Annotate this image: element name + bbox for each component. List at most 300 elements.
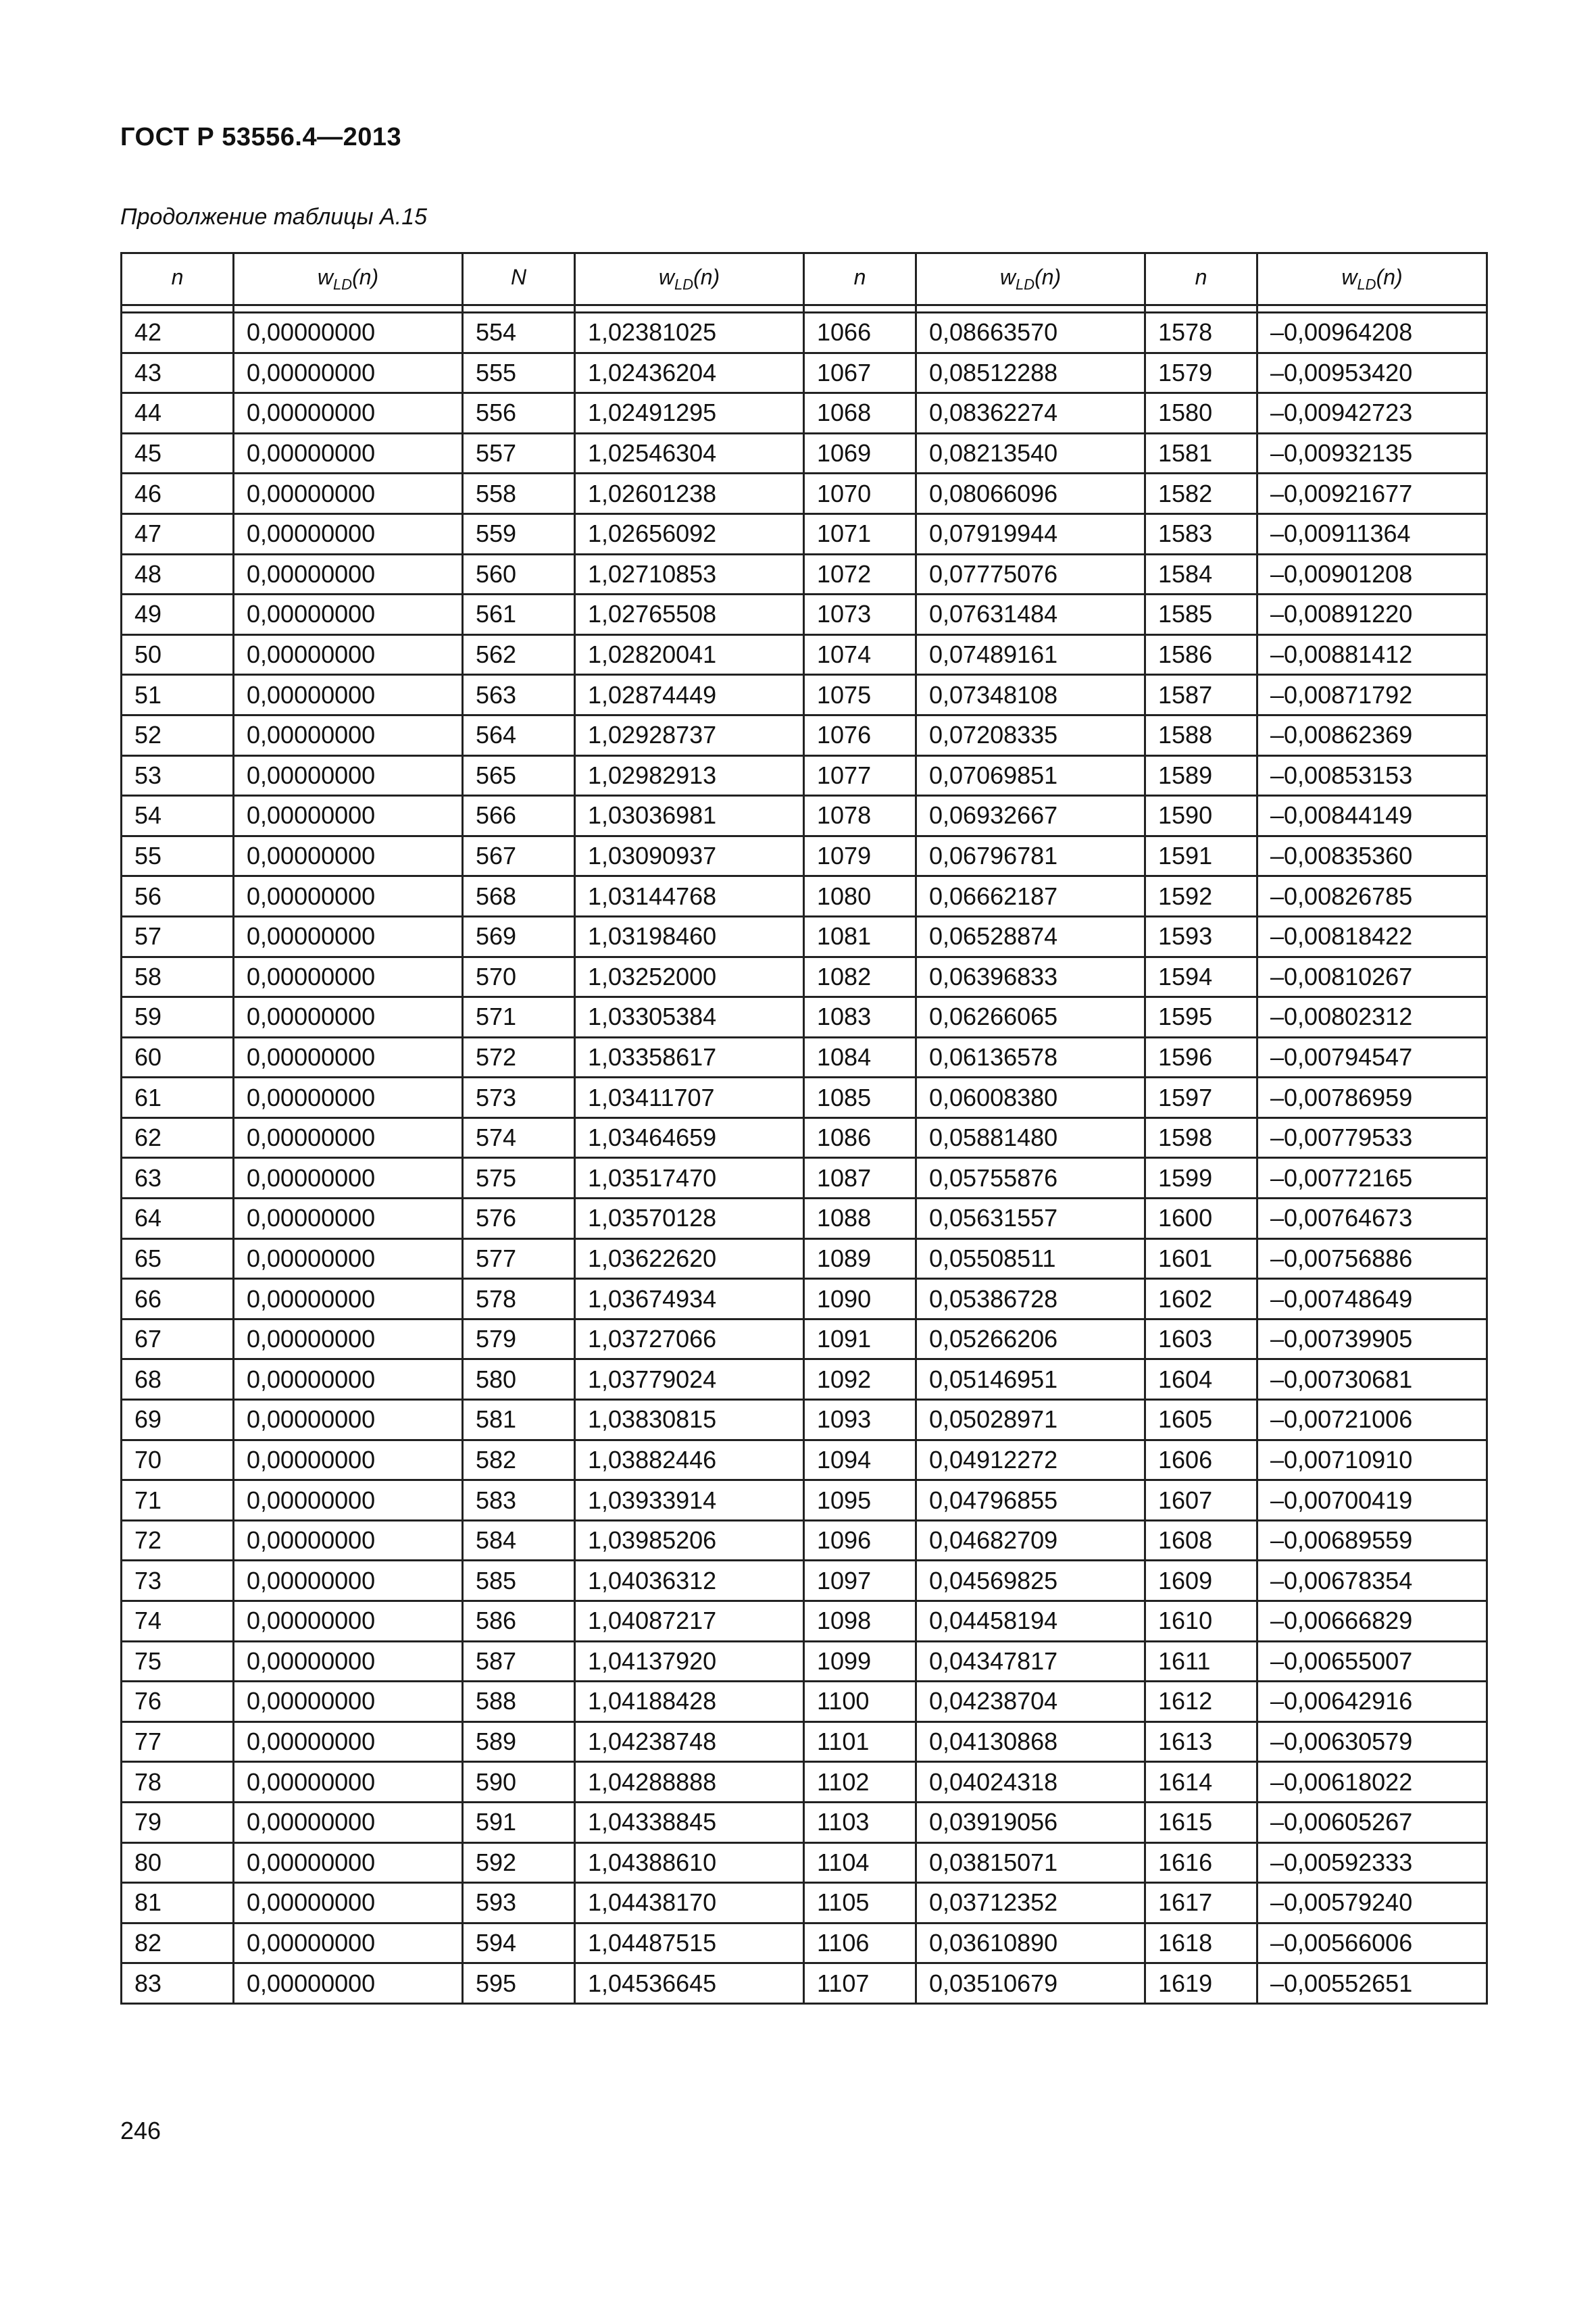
table-cell: 1078 [804, 796, 916, 836]
table-cell: 60 [122, 1037, 234, 1078]
table-cell: 67 [122, 1319, 234, 1359]
table-cell: 1607 [1145, 1480, 1257, 1521]
table-row [122, 1078, 1487, 1118]
table-cell: 0,06528874 [916, 916, 1145, 957]
table-cell: 0,06396833 [916, 957, 1145, 997]
table-cell: 1600 [1145, 1199, 1257, 1239]
table-cell: 565 [463, 755, 575, 796]
table-cell: 0,00000000 [234, 1078, 463, 1118]
table-cell: –0,00871792 [1257, 675, 1487, 715]
table-cell: 77 [122, 1721, 234, 1762]
table-cell: 66 [122, 1279, 234, 1319]
table-cell: 1611 [1145, 1641, 1257, 1682]
table-cell: 0,00000000 [234, 1641, 463, 1682]
table-cell: 590 [463, 1762, 575, 1803]
table-cell: 579 [463, 1319, 575, 1359]
table-row [122, 1319, 1487, 1359]
table-cell: 0,00000000 [234, 1963, 463, 2004]
table-cell: 1589 [1145, 755, 1257, 796]
table-cell: 1077 [804, 755, 916, 796]
table-cell: 0,05631557 [916, 1199, 1145, 1239]
table-cell: –0,00862369 [1257, 715, 1487, 755]
table-cell: –0,00655007 [1257, 1641, 1487, 1682]
table-cell: 63 [122, 1158, 234, 1199]
table-cell: 1,03727066 [575, 1319, 804, 1359]
table-cell: 564 [463, 715, 575, 755]
table-cell: 70 [122, 1440, 234, 1480]
table-cell: 0,00000000 [234, 675, 463, 715]
table-row [122, 1762, 1487, 1803]
table-row [122, 675, 1487, 715]
table-cell: 1,02436204 [575, 353, 804, 393]
table-cell: 0,03610890 [916, 1923, 1145, 1963]
table-cell: 1095 [804, 1480, 916, 1521]
table-cell: 42 [122, 313, 234, 353]
table-cell: 65 [122, 1238, 234, 1279]
table-cell: 555 [463, 353, 575, 393]
table-cell: 79 [122, 1802, 234, 1842]
table-cell: 1,03358617 [575, 1037, 804, 1078]
table-cell: –0,00579240 [1257, 1883, 1487, 1923]
table-cell: 0,04682709 [916, 1520, 1145, 1561]
separator-cell [916, 305, 1145, 313]
table-cell: 0,06008380 [916, 1078, 1145, 1118]
table-cell: 0,04458194 [916, 1601, 1145, 1642]
table-cell: 0,07489161 [916, 634, 1145, 675]
table-cell: 1606 [1145, 1440, 1257, 1480]
table-cell: 1590 [1145, 796, 1257, 836]
table-cell: 1,04087217 [575, 1601, 804, 1642]
table-cell: 560 [463, 554, 575, 595]
table-cell: 0,05881480 [916, 1117, 1145, 1158]
table-cell: –0,00689559 [1257, 1520, 1487, 1561]
table-cell: 567 [463, 836, 575, 876]
table-cell: 0,07775076 [916, 554, 1145, 595]
table-cell: 585 [463, 1561, 575, 1601]
table-cell: 1,04137920 [575, 1641, 804, 1682]
table-cell: 1616 [1145, 1842, 1257, 1883]
table-row [122, 313, 1487, 353]
table-cell: 1,02765508 [575, 595, 804, 635]
table-cell: 1,04438170 [575, 1883, 804, 1923]
table-cell: 0,05386728 [916, 1279, 1145, 1319]
table-cell: –0,00853153 [1257, 755, 1487, 796]
table-cell: 1,03411707 [575, 1078, 804, 1118]
table-cell: 0,06932667 [916, 796, 1145, 836]
table-cell: –0,00730681 [1257, 1359, 1487, 1400]
document-title: ГОСТ Р 53556.4—2013 [120, 123, 402, 151]
table-cell: 0,04912272 [916, 1440, 1145, 1480]
table-row [122, 1682, 1487, 1722]
table-cell: –0,00802312 [1257, 997, 1487, 1038]
column-header: $w_{LD}(n)$ [575, 253, 804, 305]
table-cell: 0,08066096 [916, 474, 1145, 514]
table-cell: 1,03985206 [575, 1520, 804, 1561]
table-cell: 0,03815071 [916, 1842, 1145, 1883]
table-cell: 57 [122, 916, 234, 957]
table-cell: 1619 [1145, 1963, 1257, 2004]
table-cell: 1615 [1145, 1802, 1257, 1842]
table-row [122, 433, 1487, 474]
table-cell: 1,02710853 [575, 554, 804, 595]
table-cell: 1067 [804, 353, 916, 393]
table-row [122, 997, 1487, 1038]
table-cell: 557 [463, 433, 575, 474]
table-cell: 47 [122, 513, 234, 554]
table-cell: 1609 [1145, 1561, 1257, 1601]
column-header: N [463, 253, 575, 305]
table-cell: 0,00000000 [234, 1883, 463, 1923]
table-cell: 0,00000000 [234, 1480, 463, 1521]
table-cell: 1,04338845 [575, 1802, 804, 1842]
table-cell: –0,00835360 [1257, 836, 1487, 876]
table-cell: 588 [463, 1682, 575, 1722]
table-cell: 0,00000000 [234, 1561, 463, 1601]
table-cell: 83 [122, 1963, 234, 2004]
table-cell: 59 [122, 997, 234, 1038]
table-cell: 559 [463, 513, 575, 554]
table-cell: 593 [463, 1883, 575, 1923]
table-cell: –0,00932135 [1257, 433, 1487, 474]
table-cell: –0,00779533 [1257, 1117, 1487, 1158]
table-cell: –0,00592333 [1257, 1842, 1487, 1883]
table-cell: 0,00000000 [234, 393, 463, 434]
table-cell: –0,00953420 [1257, 353, 1487, 393]
page-number: 246 [120, 2117, 161, 2144]
table-cell: 68 [122, 1359, 234, 1400]
table-row [122, 1199, 1487, 1239]
table-row [122, 1802, 1487, 1842]
table-cell: 573 [463, 1078, 575, 1118]
table-cell: 49 [122, 595, 234, 635]
table-cell: 0,00000000 [234, 1520, 463, 1561]
table-cell: 0,00000000 [234, 876, 463, 917]
table-row [122, 1842, 1487, 1883]
table-row [122, 1923, 1487, 1963]
table-cell: 563 [463, 675, 575, 715]
table-cell: 0,03510679 [916, 1963, 1145, 2004]
table-cell: 74 [122, 1601, 234, 1642]
table-cell: 1097 [804, 1561, 916, 1601]
table-cell: 0,04796855 [916, 1480, 1145, 1521]
table-cell: 0,00000000 [234, 433, 463, 474]
table-cell: 1605 [1145, 1400, 1257, 1440]
table-cell: 0,00000000 [234, 715, 463, 755]
table-cell: 1,04536645 [575, 1963, 804, 2004]
table-row [122, 1480, 1487, 1521]
table-cell: 1,04288888 [575, 1762, 804, 1803]
table-row [122, 1238, 1487, 1279]
table-cell: 556 [463, 393, 575, 434]
table-cell: 1096 [804, 1520, 916, 1561]
table-cell: –0,00710910 [1257, 1440, 1487, 1480]
table-cell: 0,00000000 [234, 634, 463, 675]
table-cell: 584 [463, 1520, 575, 1561]
table-header-row [122, 253, 1487, 305]
table-cell: 1092 [804, 1359, 916, 1400]
table-cell: 1596 [1145, 1037, 1257, 1078]
table-cell: 1610 [1145, 1601, 1257, 1642]
table-cell: –0,00891220 [1257, 595, 1487, 635]
table-cell: 0,00000000 [234, 313, 463, 353]
table-cell: 1099 [804, 1641, 916, 1682]
table-row [122, 1359, 1487, 1400]
table-cell: 1584 [1145, 554, 1257, 595]
table-container [120, 252, 1486, 2005]
table-cell: 1,03933914 [575, 1480, 804, 1521]
table-cell: 1,03090937 [575, 836, 804, 876]
table-cell: 0,05266206 [916, 1319, 1145, 1359]
table-cell: 0,00000000 [234, 1319, 463, 1359]
table-cell: 0,05508511 [916, 1238, 1145, 1279]
table-row [122, 393, 1487, 434]
table-cell: 1583 [1145, 513, 1257, 554]
table-cell: 0,04238704 [916, 1682, 1145, 1722]
table-cell: 1,02656092 [575, 513, 804, 554]
table-row [122, 1158, 1487, 1199]
table-cell: –0,00721006 [1257, 1400, 1487, 1440]
table-cell: 0,04347817 [916, 1641, 1145, 1682]
table-cell: –0,00772165 [1257, 1158, 1487, 1199]
table-cell: 0,00000000 [234, 353, 463, 393]
table-cell: 80 [122, 1842, 234, 1883]
table-cell: 1614 [1145, 1762, 1257, 1803]
table-cell: 1102 [804, 1762, 916, 1803]
table-cell: 0,06662187 [916, 876, 1145, 917]
table-cell: 54 [122, 796, 234, 836]
table-cell: 75 [122, 1641, 234, 1682]
table-cell: 1080 [804, 876, 916, 917]
table-cell: 1,03036981 [575, 796, 804, 836]
table-row [122, 1601, 1487, 1642]
table-cell: 1,04388610 [575, 1842, 804, 1883]
table-cell: 1104 [804, 1842, 916, 1883]
table-cell: 580 [463, 1359, 575, 1400]
table-cell: 1107 [804, 1963, 916, 2004]
table-row [122, 715, 1487, 755]
table-row [122, 1883, 1487, 1923]
table-row [122, 1037, 1487, 1078]
table-cell: –0,00786959 [1257, 1078, 1487, 1118]
table-cell: 45 [122, 433, 234, 474]
table-cell: 82 [122, 1923, 234, 1963]
table-cell: 1,04188428 [575, 1682, 804, 1722]
table-cell: 1075 [804, 675, 916, 715]
table-cell: 1087 [804, 1158, 916, 1199]
table-cell: 577 [463, 1238, 575, 1279]
table-cell: 0,00000000 [234, 1037, 463, 1078]
table-row [122, 1963, 1487, 2004]
table-cell: 568 [463, 876, 575, 917]
table-cell: 1,02601238 [575, 474, 804, 514]
table-cell: 1593 [1145, 916, 1257, 957]
table-cell: 1093 [804, 1400, 916, 1440]
table-cell: 1,03252000 [575, 957, 804, 997]
table-cell: –0,00826785 [1257, 876, 1487, 917]
table-cell: 44 [122, 393, 234, 434]
table-cell: 61 [122, 1078, 234, 1118]
table-cell: 1588 [1145, 715, 1257, 755]
table-cell: 55 [122, 836, 234, 876]
column-header: $w_{LD}(n)$ [916, 253, 1145, 305]
table-cell: –0,00700419 [1257, 1480, 1487, 1521]
table-cell: –0,00794547 [1257, 1037, 1487, 1078]
table-row [122, 595, 1487, 635]
table-cell: 1581 [1145, 433, 1257, 474]
table-cell: 0,07208335 [916, 715, 1145, 755]
table-cell: 81 [122, 1883, 234, 1923]
table-cell: 1,03517470 [575, 1158, 804, 1199]
separator-cell [463, 305, 575, 313]
table-cell: 1,03570128 [575, 1199, 804, 1239]
table-cell: 0,05755876 [916, 1158, 1145, 1199]
table-cell: 1068 [804, 393, 916, 434]
table-cell: 0,00000000 [234, 1682, 463, 1722]
table-cell: 0,06136578 [916, 1037, 1145, 1078]
table-cell: 0,00000000 [234, 595, 463, 635]
table-cell: 0,07919944 [916, 513, 1145, 554]
data-table [120, 252, 1488, 2005]
table-cell: 0,07348108 [916, 675, 1145, 715]
table-cell: 578 [463, 1279, 575, 1319]
table-cell: 558 [463, 474, 575, 514]
table-cell: 587 [463, 1641, 575, 1682]
table-cell: 1079 [804, 836, 916, 876]
table-cell: 1066 [804, 313, 916, 353]
table-cell: 1,02381025 [575, 313, 804, 353]
table-cell: 576 [463, 1199, 575, 1239]
separator-cell [1257, 305, 1487, 313]
table-cell: 1,03464659 [575, 1117, 804, 1158]
separator-cell [575, 305, 804, 313]
table-cell: –0,00818422 [1257, 916, 1487, 957]
table-cell: 0,00000000 [234, 1842, 463, 1883]
table-cell: 71 [122, 1480, 234, 1521]
table-row [122, 1279, 1487, 1319]
table-cell: 562 [463, 634, 575, 675]
table-cell: 569 [463, 916, 575, 957]
table-cell: 1073 [804, 595, 916, 635]
table-cell: –0,00911364 [1257, 513, 1487, 554]
table-cell: 1,02820041 [575, 634, 804, 675]
table-cell: 1585 [1145, 595, 1257, 635]
table-cell: 0,08213540 [916, 433, 1145, 474]
table-cell: 1,02546304 [575, 433, 804, 474]
separator-cell [234, 305, 463, 313]
table-row [122, 1440, 1487, 1480]
table-cell: 570 [463, 957, 575, 997]
table-row [122, 836, 1487, 876]
table-cell: 51 [122, 675, 234, 715]
column-header: n [804, 253, 916, 305]
table-cell: 1082 [804, 957, 916, 997]
table-cell: 586 [463, 1601, 575, 1642]
table-cell: –0,00552651 [1257, 1963, 1487, 2004]
table-cell: 1,03305384 [575, 997, 804, 1038]
table-cell: 1,02491295 [575, 393, 804, 434]
separator-cell [1145, 305, 1257, 313]
table-cell: 592 [463, 1842, 575, 1883]
table-cell: 1599 [1145, 1158, 1257, 1199]
table-cell: 1086 [804, 1117, 916, 1158]
table-cell: –0,00566006 [1257, 1923, 1487, 1963]
table-cell: 1106 [804, 1923, 916, 1963]
table-row [122, 474, 1487, 514]
table-caption: Продолжение таблицы А.15 [120, 204, 428, 230]
table-cell: 0,07631484 [916, 595, 1145, 635]
table-row [122, 1117, 1487, 1158]
table-cell: 1602 [1145, 1279, 1257, 1319]
table-cell: 0,04024318 [916, 1762, 1145, 1803]
table-cell: 583 [463, 1480, 575, 1521]
table-cell: 1613 [1145, 1721, 1257, 1762]
table-cell: 1098 [804, 1601, 916, 1642]
table-cell: 0,00000000 [234, 1802, 463, 1842]
table-cell: 0,05028971 [916, 1400, 1145, 1440]
table-cell: –0,00666829 [1257, 1601, 1487, 1642]
table-cell: –0,00901208 [1257, 554, 1487, 595]
table-cell: 1587 [1145, 675, 1257, 715]
table-row [122, 1520, 1487, 1561]
table-cell: 0,00000000 [234, 474, 463, 514]
table-row [122, 876, 1487, 917]
table-cell: 1069 [804, 433, 916, 474]
table-cell: 574 [463, 1117, 575, 1158]
table-cell: 0,08663570 [916, 313, 1145, 353]
column-header: $w_{LD}(n)$ [1257, 253, 1487, 305]
table-cell: 1070 [804, 474, 916, 514]
table-cell: 0,00000000 [234, 1400, 463, 1440]
table-cell: 1604 [1145, 1359, 1257, 1400]
table-cell: 1103 [804, 1802, 916, 1842]
table-row [122, 1561, 1487, 1601]
table-cell: 0,00000000 [234, 1279, 463, 1319]
table-cell: –0,00748649 [1257, 1279, 1487, 1319]
table-cell: 0,00000000 [234, 1721, 463, 1762]
table-cell: 1,04238748 [575, 1721, 804, 1762]
table-cell: 0,00000000 [234, 1117, 463, 1158]
table-cell: 69 [122, 1400, 234, 1440]
table-cell: 575 [463, 1158, 575, 1199]
table-cell: 0,00000000 [234, 1440, 463, 1480]
table-cell: 1074 [804, 634, 916, 675]
table-cell: –0,00881412 [1257, 634, 1487, 675]
table-cell: 0,00000000 [234, 1762, 463, 1803]
table-cell: 73 [122, 1561, 234, 1601]
table-cell: –0,00642916 [1257, 1682, 1487, 1722]
table-cell: 0,00000000 [234, 755, 463, 796]
table-cell: 1083 [804, 997, 916, 1038]
header-separator-row [122, 305, 1487, 313]
table-cell: 0,00000000 [234, 1158, 463, 1199]
table-cell: 572 [463, 1037, 575, 1078]
table-cell: 1601 [1145, 1238, 1257, 1279]
table-cell: 594 [463, 1923, 575, 1963]
table-cell: 0,06266065 [916, 997, 1145, 1038]
table-cell: 1597 [1145, 1078, 1257, 1118]
table-row [122, 513, 1487, 554]
table-cell: 1,02874449 [575, 675, 804, 715]
table-row [122, 1641, 1487, 1682]
table-cell: 1580 [1145, 393, 1257, 434]
table-cell: 566 [463, 796, 575, 836]
table-cell: 1071 [804, 513, 916, 554]
table-cell: 0,06796781 [916, 836, 1145, 876]
column-header: $w_{LD}(n)$ [234, 253, 463, 305]
table-cell: 0,00000000 [234, 513, 463, 554]
table-cell: 0,00000000 [234, 1359, 463, 1400]
table-row [122, 957, 1487, 997]
